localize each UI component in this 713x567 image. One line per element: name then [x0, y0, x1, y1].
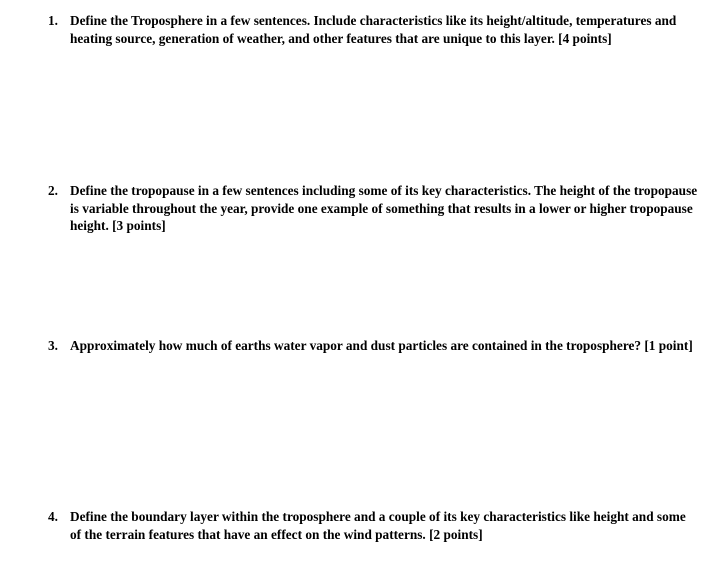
question-number: 1. — [48, 13, 58, 28]
question-3 — [48, 337, 698, 355]
question-text: Approximately how much of earths water vapor and dust particles are contained in the troposphere? [1 point] — [70, 338, 693, 353]
question-text: Define the Troposphere in a few sentences. Include characteristics like its height/altitude, temperatures and heating source, generation of weather, and other features that are unique to this layer. [4 points] — [70, 13, 677, 46]
question-4 — [48, 508, 698, 543]
question-number: 2. — [48, 183, 58, 198]
question-2 — [48, 182, 698, 235]
question-1 — [48, 12, 698, 47]
question-number: 3. — [48, 338, 58, 353]
question-text: Define the tropopause in a few sentences including some of its key characteristics. The height of the tropopause is variable throughout the year, provide one example of something that results in a lower or higher tropopause height. [3 points] — [70, 183, 698, 233]
question-text: Define the boundary layer within the troposphere and a couple of its key characteristics like height and some of the terrain features that have an effect on the wind patterns. [2 points] — [70, 509, 686, 542]
question-number: 4. — [48, 509, 58, 524]
